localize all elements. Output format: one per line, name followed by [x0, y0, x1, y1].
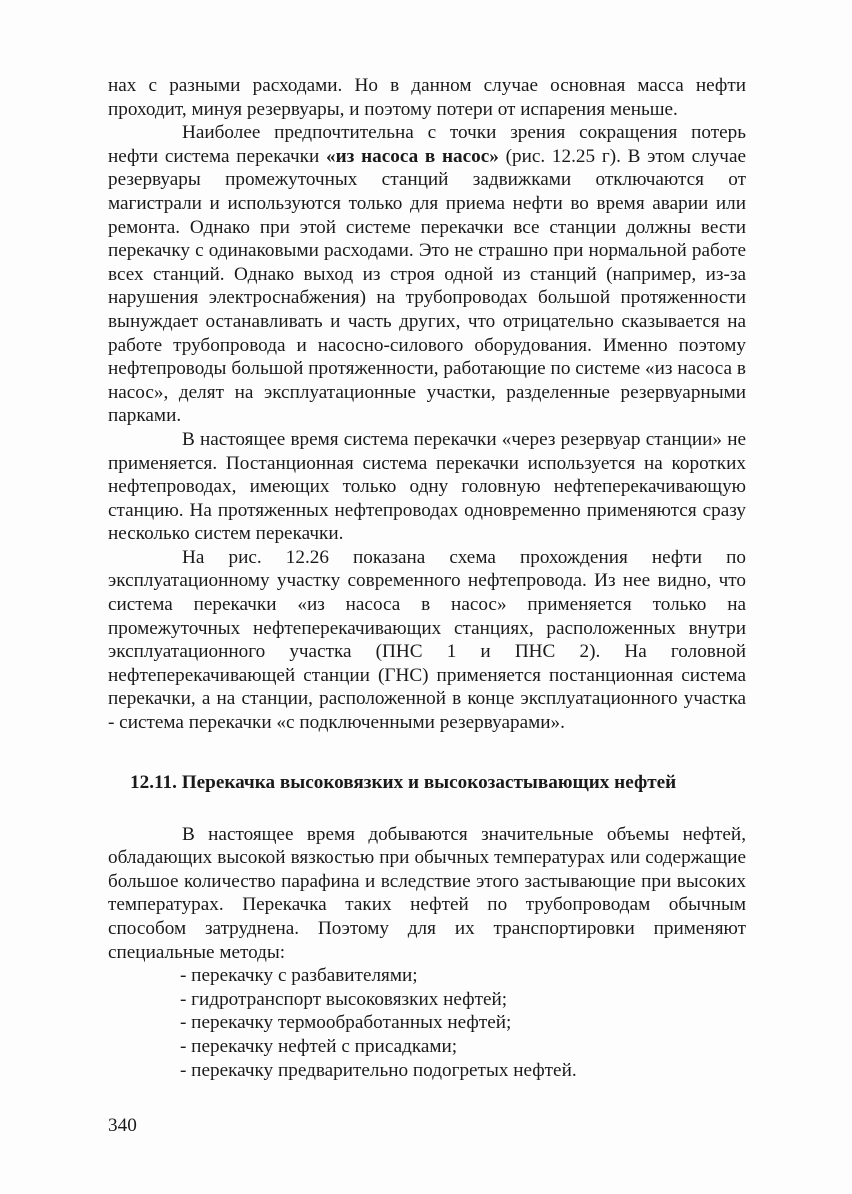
body-paragraph	[108, 121, 746, 428]
methods-list	[108, 964, 746, 1082]
body-paragraph	[108, 428, 746, 546]
paragraph-text: нах с разными расходами. Но в данном случае основная масса нефти проходит, минуя резервуары, и поэтому потери от испарения меньше.	[108, 75, 746, 120]
list-item: - перекачку предварительно подогретых нефтей.	[180, 1059, 577, 1081]
paragraph-text: В настоящее время система перекачки «через резервуар станции» не применяется. Постанционная система перекачки используется на коротких нефтепроводах, имеющих только одну головную нефтеперекачивающую станцию. На протяженных нефтепроводах одновременно применяются сразу несколько систем перекачки.	[108, 428, 746, 545]
list-item: - перекачку термообработанных нефтей;	[180, 1012, 512, 1034]
paragraph-text: На рис. 12.26 показана схема прохождения нефти по эксплуатационному участку современного нефтепровода. Из нее видно, что система перекачки «из насоса в насос» применяется только на промежуточных нефтеперекачивающих станциях, расположенных внутри эксплуатационного участка (ПНС 1 и ПНС 2). На головной нефтеперекачивающей станции (ГНС) применяется постанционная система перекачки, а на станции, расположенной в конце эксплуатационного участка - система перекачки «с подключенными резервуарами».	[108, 546, 746, 734]
list-item: - перекачку с разбавителями;	[180, 965, 418, 987]
page-body	[108, 74, 746, 1082]
list-item: - гидротранспорт высоковязких нефтей;	[180, 988, 508, 1010]
bold-term: «из насоса в насос»	[325, 145, 499, 167]
page-number: 340	[108, 1115, 137, 1136]
paragraph-text: Наиболее предпочтительна с точки зрения сокращения потерь нефти система перекачки	[108, 122, 746, 167]
body-paragraph	[108, 546, 746, 735]
list-item: - перекачку нефтей с присадками;	[180, 1035, 458, 1057]
paragraph-text: (рис. 12.25 г). В этом случае резервуары промежуточных станций задвижками отключаются от магистрали и используются только для приема нефти во время аварии или ремонта. Однако при этой системе перекачки все станции должны вести перекачку с одинаковыми расходами. Это не страшно при нормальной работе всех станций. Однако выход из строя одной из станций (например, из-за нарушения электроснабжения) на трубопроводах большой протяженности вынуждает останавливать и часть других, что отрицательно сказывается на работе трубопровода и насосно-силового оборудования. Именно поэтому нефтепроводы большой протяженности, работающие по системе «из насоса в насос», делят на эксплуатационные участки, разделенные резервуарными парками.	[108, 145, 746, 427]
section-paragraph: В настоящее время добываются значительные объемы нефтей, обладающих высокой вязкостью при обычных температурах или содержащие большое количество парафина и вследствие этого застывающие при высоких температурах. Перекачка таких нефтей по трубопроводам обычным способом затруднена. Поэтому для их транспортировки применяют специальные методы:	[108, 823, 746, 963]
section-heading: 12.11. Перекачка высоковязких и высокозастывающих нефтей	[130, 771, 677, 793]
body-paragraph	[108, 74, 746, 121]
paragraph-group	[108, 74, 746, 735]
